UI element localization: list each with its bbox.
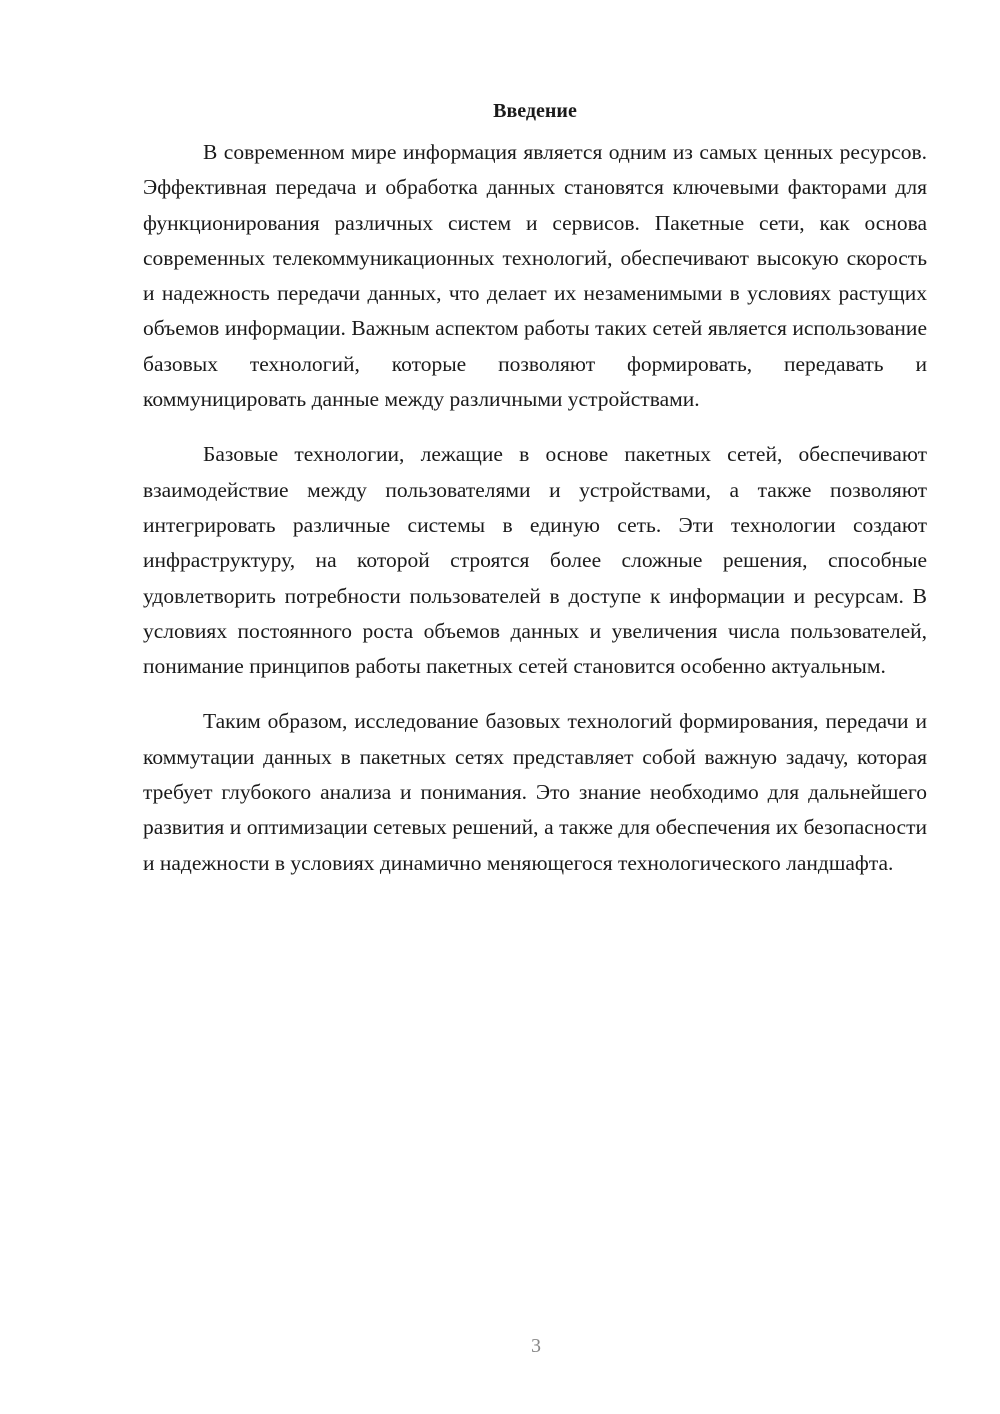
paragraph-1: В современном мире информация является одним из самых ценных ресурсов. Эффективная передача и обработка данных становятся ключевыми факторами для функционирования различных систем и сервисов. Пакетные сети, как основа современных телекоммуникационных технологий, обеспечивают высокую скорость и надежность передачи данных, что делает их незаменимыми в условиях растущих объемов информации. Важным аспектом работы таких сетей является использование базовых технологий, которые позволяют формировать, передавать и коммуницировать данные между различными устройствами. [143, 140, 927, 412]
page-title: Введение [493, 100, 577, 122]
paragraph-3: Таким образом, исследование базовых технологий формирования, передачи и коммутации данных в пакетных сетях представляет собой важную задачу, которая требует глубокого анализа и понимания. Это знание необходимо для дальнейшего развития и оптимизации сетевых решений, а также для обеспечения их безопасности и надежности в условиях динамично меняющегося технологического ландшафта. [143, 709, 927, 875]
paragraph-2: Базовые технологии, лежащие в основе пакетных сетей, обеспечивают взаимодействие между пользователями и устройствами, а также позволяют интегрировать различные системы в единую сеть. Эти технологии создают инфраструктуру, на которой строятся более сложные решения, способные удовлетворить потребности пользователей в доступе к информации и ресурсам. В условиях постоянного роста объемов данных и увеличения числа пользователей, понимание принципов работы пакетных сетей становится особенно актуальным. [143, 442, 927, 679]
page-body [143, 96, 927, 901]
page-number: 3 [531, 1335, 541, 1357]
